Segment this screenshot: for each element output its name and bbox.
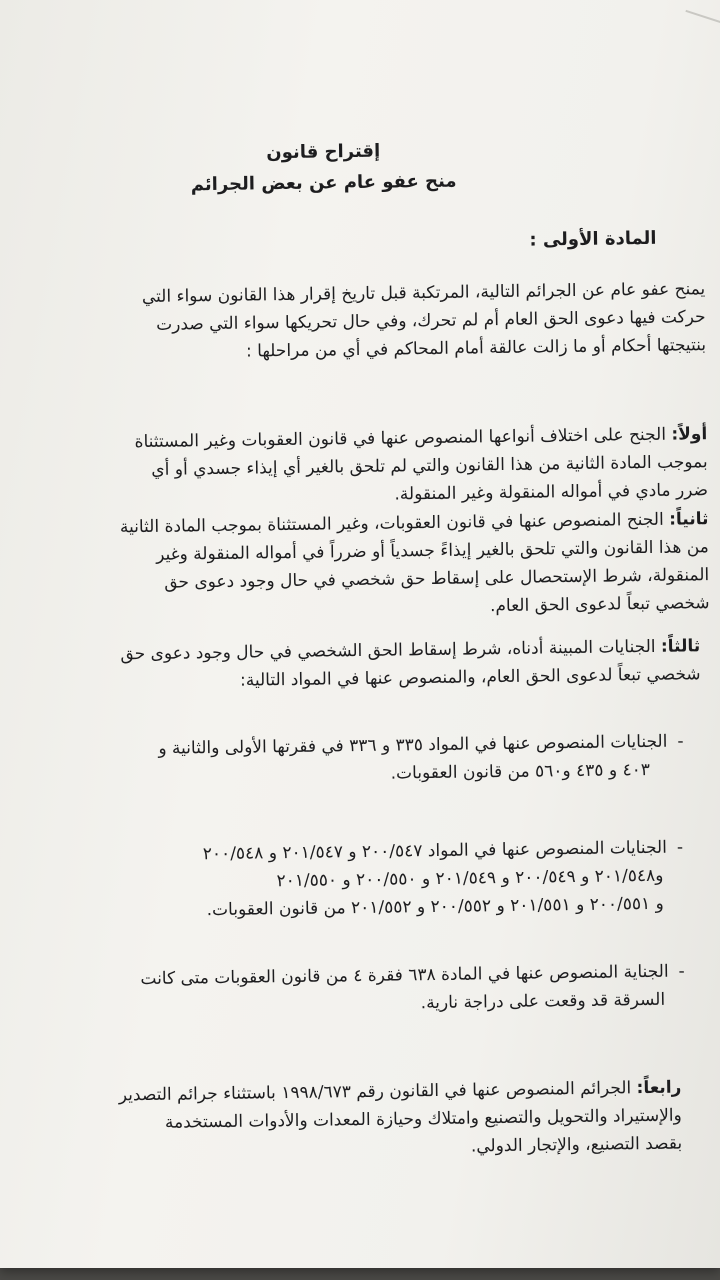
clause-line: بقصد التصنيع، والإتجار الدولي.	[470, 1133, 683, 1157]
clause-line: شخصي تبعاً لدعوى الحق العام.	[489, 593, 710, 617]
bullet-item	[20, 958, 686, 1023]
clause-line: بموجب المادة الثانية من هذا القانون والتي لم تلحق بالغير أي إيذاء جسدي أو أي	[151, 452, 708, 480]
title-block	[173, 134, 474, 200]
clause-line: والإستيراد والتحويل والتصنيع وامتلاك وحيازة المعدات والأدوات المستخدمة	[164, 1105, 682, 1133]
bullet-item	[23, 727, 684, 792]
clause-label: ثالثاً:	[660, 636, 701, 657]
bullet-text: الجنايات المنصوص عنها في المواد ٢٠٠/٥٤٧ و ٢٠١/٥٤٧ و ٢٠٠/٥٤٨	[202, 837, 668, 865]
clause-text: الجرائم المنصوص عنها في القانون رقم ١٩٩٨/٦٧٣ باستثناء جرائم التصدير	[118, 1078, 632, 1106]
clause-text: الجنايات المبينة أدناه، شرط إسقاط الحق الشخصي في حال وجود دعوى حق	[120, 636, 656, 665]
clause-label: ثانياً:	[669, 509, 709, 530]
clause-label: أولاً:	[671, 424, 708, 445]
bullet-text: الجناية المنصوص عنها في المادة ٦٣٨ فقرة ٤ من قانون العقوبات متى كانت	[140, 961, 669, 990]
intro-paragraph	[45, 275, 706, 368]
clause-third	[20, 632, 701, 697]
intro-line: بنتيجتها أحكام أو ما زالت عالقة أمام المحاكم في أي من مراحلها :	[245, 335, 707, 362]
clause-second	[18, 505, 709, 627]
clause-line: شخصي تبعاً لدعوى الحق العام، والمنصوص عنها في المواد التالية:	[239, 664, 701, 691]
clause-first	[17, 420, 708, 514]
bullet-line: السرقة قد وقعت على دراجة نارية.	[420, 989, 666, 1014]
document-title: إقتراح قانون	[266, 140, 381, 164]
clause-fourth	[6, 1074, 682, 1167]
bullet-dash: -	[677, 731, 684, 752]
bullet-dash: -	[676, 837, 684, 858]
document-subtitle: منح عفو عام عن بعض الجرائم	[190, 170, 457, 196]
clause-line: المنقولة، شرط الإستحصال على إسقاط حق شخصي في حال وجود دعوى حق	[164, 565, 710, 593]
clause-line: ضرر مادي في أمواله المنقولة وغير المنقولة.	[394, 480, 709, 505]
clause-label: رابعاً:	[636, 1077, 682, 1099]
bullet-dash: -	[678, 961, 685, 982]
bullet-line: و٢٠١/٥٤٨ و ٢٠٠/٥٤٩ و ٢٠١/٥٤٩ و ٢٠٠/٥٥٠ و ٢٠١/٥٥٠	[276, 865, 664, 892]
bullet-line: و ٢٠٠/٥٥١ و ٢٠١/٥٥١ و ٢٠٠/٥٥٢ و ٢٠١/٥٥٢ من قانون العقوبات.	[206, 893, 664, 921]
intro-line: حركت فيها دعوى الحق العام أم لم تحرك، وفي حال تحريكها سواء التي صدرت	[156, 307, 706, 335]
bullet-line: ٤٠٣ و ٤٣٥ و٥٦٠ من قانون العقوبات.	[390, 759, 651, 784]
clause-line: من هذا القانون والتي تلحق بالغير إيذاءً جسدياً أو ضرراً في أمواله المنقولة وغير	[156, 537, 709, 565]
clause-text: الجنح على اختلاف أنواعها المنصوص عنها في قانون العقوبات وغير المستثناة	[134, 424, 667, 453]
bullet-text: الجنايات المنصوص عنها في المواد ٣٣٥ و ٣٣٦ في فقرتها الأولى والثانية و	[158, 731, 668, 759]
clause-text: الجنح المنصوص عنها في قانون العقوبات، وغير المستثناة بموجب المادة الثانية	[119, 509, 664, 538]
article-heading: المادة الأولى :	[529, 227, 657, 251]
intro-line: يمنح عفو عام عن الجرائم التالية، المرتكبة قبل تاريخ إقرار هذا القانون سواء التي	[141, 279, 706, 308]
bullet-item	[13, 834, 684, 927]
